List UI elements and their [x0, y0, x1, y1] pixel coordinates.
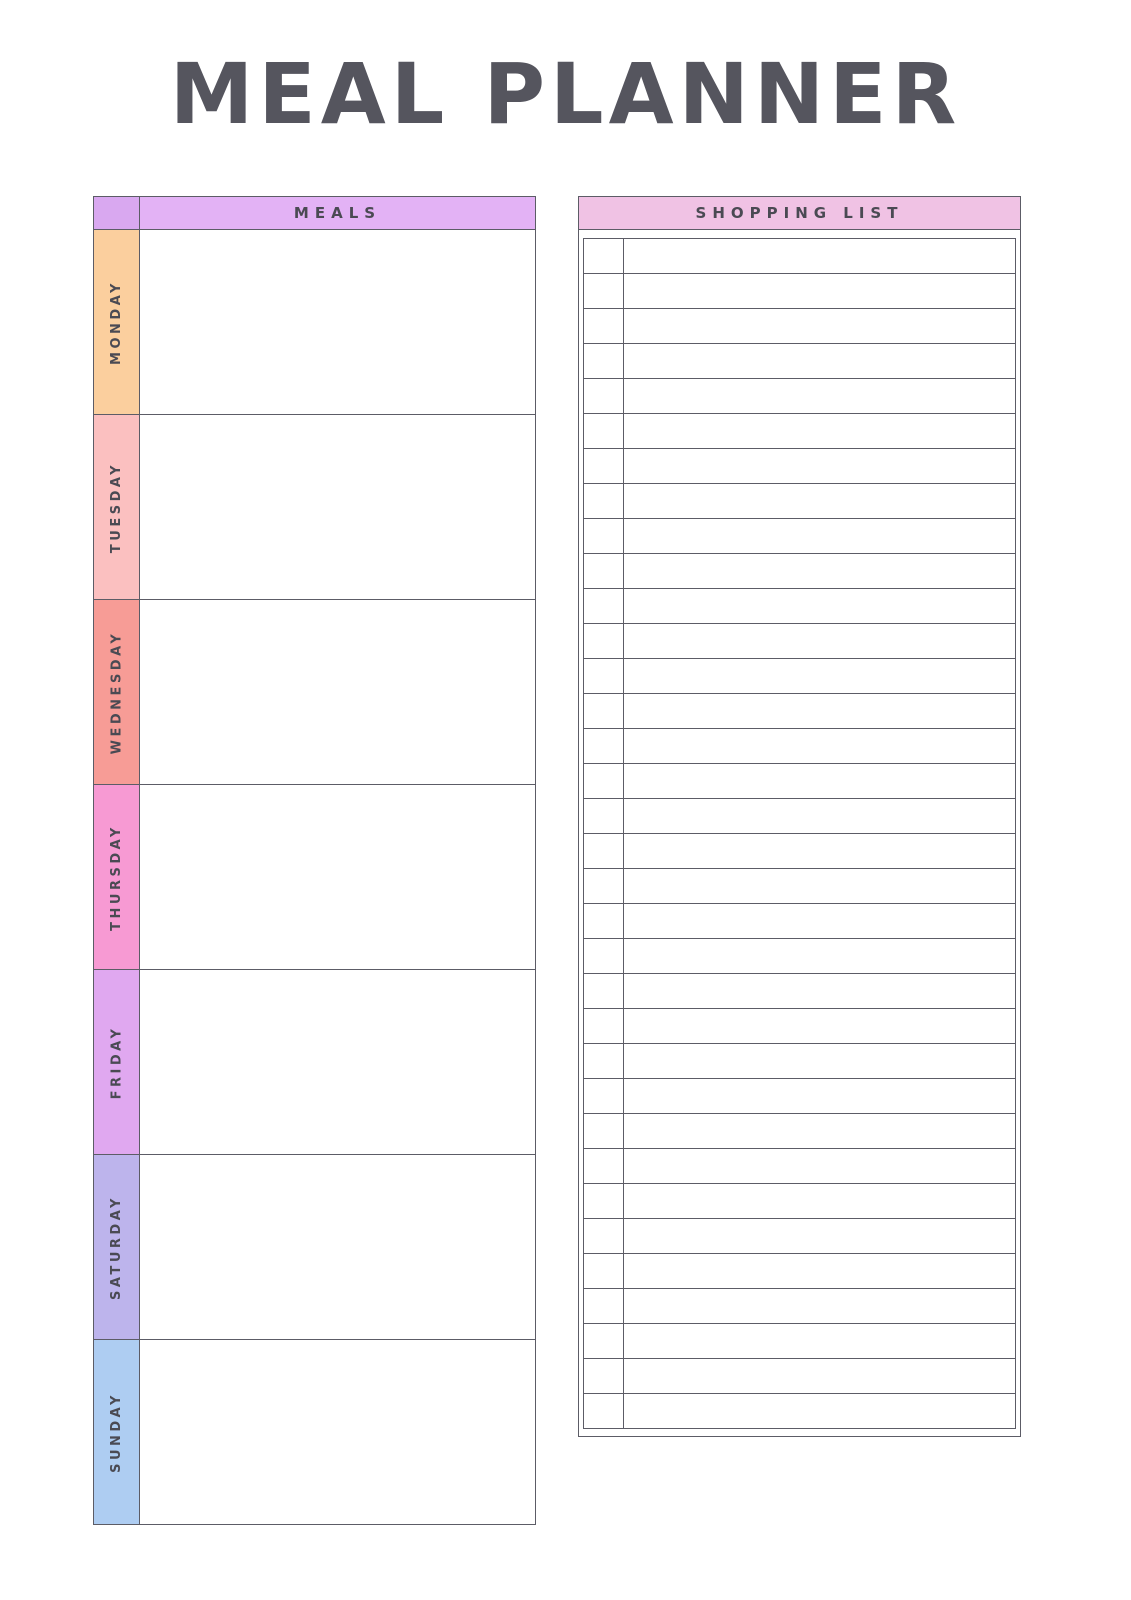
shopping-item-checkbox[interactable] — [583, 308, 623, 344]
shopping-item-checkbox[interactable] — [583, 763, 623, 799]
shopping-list-row — [583, 973, 1016, 1009]
shopping-list-row — [583, 798, 1016, 834]
shopping-list-row — [583, 378, 1016, 414]
shopping-list-row — [583, 588, 1016, 624]
shopping-item-input[interactable] — [623, 623, 1016, 659]
shopping-item-input[interactable] — [623, 553, 1016, 589]
shopping-item-input[interactable] — [623, 1113, 1016, 1149]
shopping-item-checkbox[interactable] — [583, 378, 623, 414]
shopping-item-input[interactable] — [623, 903, 1016, 939]
shopping-item-input[interactable] — [623, 763, 1016, 799]
shopping-list-row — [583, 1323, 1016, 1359]
shopping-list-row — [583, 273, 1016, 309]
shopping-item-input[interactable] — [623, 483, 1016, 519]
day-label-sunday — [93, 1339, 139, 1525]
shopping-list-row — [583, 833, 1016, 869]
day-label-text: MONDAY — [109, 279, 125, 365]
day-label-saturday — [93, 1154, 139, 1340]
shopping-item-checkbox[interactable] — [583, 1218, 623, 1254]
shopping-item-input[interactable] — [623, 938, 1016, 974]
shopping-list-row — [583, 938, 1016, 974]
shopping-list-rows — [578, 230, 1021, 1437]
shopping-list-row — [583, 763, 1016, 799]
day-label-text: SUNDAY — [109, 1391, 125, 1473]
shopping-item-input[interactable] — [623, 238, 1016, 274]
shopping-list-row — [583, 308, 1016, 344]
shopping-item-input[interactable] — [623, 343, 1016, 379]
shopping-item-input[interactable] — [623, 1393, 1016, 1429]
shopping-item-checkbox[interactable] — [583, 483, 623, 519]
shopping-item-checkbox[interactable] — [583, 1358, 623, 1394]
day-row — [93, 414, 536, 600]
shopping-item-input[interactable] — [623, 1288, 1016, 1324]
shopping-item-input[interactable] — [623, 448, 1016, 484]
meals-header-label: MEALS — [139, 196, 536, 230]
meal-entry-field-sunday[interactable] — [139, 1339, 536, 1525]
shopping-item-input[interactable] — [623, 378, 1016, 414]
day-row — [93, 1339, 536, 1525]
shopping-item-checkbox[interactable] — [583, 238, 623, 274]
shopping-item-input[interactable] — [623, 833, 1016, 869]
shopping-list-row — [583, 1253, 1016, 1289]
day-label-text: THURSDAY — [109, 823, 125, 931]
shopping-item-checkbox[interactable] — [583, 1323, 623, 1359]
shopping-item-checkbox[interactable] — [583, 1078, 623, 1114]
shopping-list-row — [583, 1113, 1016, 1149]
shopping-list-row — [583, 1183, 1016, 1219]
day-row — [93, 784, 536, 970]
shopping-item-checkbox[interactable] — [583, 273, 623, 309]
shopping-item-checkbox[interactable] — [583, 553, 623, 589]
shopping-item-input[interactable] — [623, 1148, 1016, 1184]
shopping-item-checkbox[interactable] — [583, 588, 623, 624]
page-title: MEAL PLANNER — [169, 45, 962, 143]
day-label-thursday — [93, 784, 139, 970]
shopping-list-row — [583, 1393, 1016, 1429]
shopping-item-input[interactable] — [623, 1218, 1016, 1254]
shopping-list-row — [583, 868, 1016, 904]
shopping-item-checkbox[interactable] — [583, 413, 623, 449]
shopping-list-row — [583, 448, 1016, 484]
shopping-item-checkbox[interactable] — [583, 518, 623, 554]
meals-section — [93, 196, 536, 1525]
shopping-item-checkbox[interactable] — [583, 973, 623, 1009]
shopping-item-input[interactable] — [623, 1008, 1016, 1044]
shopping-list-row — [583, 343, 1016, 379]
day-label-wednesday — [93, 599, 139, 785]
meals-header-corner — [93, 196, 139, 230]
shopping-list-section — [578, 196, 1021, 1525]
shopping-list-row — [583, 553, 1016, 589]
shopping-item-checkbox[interactable] — [583, 1043, 623, 1079]
shopping-item-input[interactable] — [623, 273, 1016, 309]
shopping-item-input[interactable] — [623, 1043, 1016, 1079]
shopping-item-input[interactable] — [623, 518, 1016, 554]
shopping-item-checkbox[interactable] — [583, 903, 623, 939]
shopping-item-input[interactable] — [623, 973, 1016, 1009]
shopping-item-checkbox[interactable] — [583, 1008, 623, 1044]
planner-columns — [0, 196, 1131, 1525]
days-list — [93, 229, 536, 1525]
day-label-text: WEDNESDAY — [109, 630, 124, 754]
shopping-item-checkbox[interactable] — [583, 623, 623, 659]
day-label-text: SATURDAY — [109, 1194, 124, 1300]
shopping-item-input[interactable] — [623, 1358, 1016, 1394]
shopping-list-row — [583, 483, 1016, 519]
shopping-item-input[interactable] — [623, 693, 1016, 729]
shopping-list-row — [583, 1148, 1016, 1184]
shopping-item-checkbox[interactable] — [583, 448, 623, 484]
shopping-item-input[interactable] — [623, 1183, 1016, 1219]
day-row — [93, 599, 536, 785]
shopping-list-row — [583, 623, 1016, 659]
shopping-list-row — [583, 518, 1016, 554]
shopping-list-row — [583, 1008, 1016, 1044]
meal-entry-field-saturday[interactable] — [139, 1154, 536, 1340]
shopping-item-input[interactable] — [623, 798, 1016, 834]
shopping-item-checkbox[interactable] — [583, 833, 623, 869]
shopping-item-input[interactable] — [623, 868, 1016, 904]
day-label-text: TUESDAY — [109, 461, 125, 553]
shopping-list-row — [583, 1358, 1016, 1394]
shopping-list-row — [583, 1288, 1016, 1324]
shopping-list-row — [583, 1218, 1016, 1254]
day-label-friday — [93, 969, 139, 1155]
day-label-text: FRIDAY — [109, 1025, 124, 1099]
shopping-list-row — [583, 903, 1016, 939]
shopping-item-input[interactable] — [623, 1253, 1016, 1289]
shopping-item-checkbox[interactable] — [583, 658, 623, 694]
shopping-item-input[interactable] — [623, 1078, 1016, 1114]
shopping-item-checkbox[interactable] — [583, 1393, 623, 1429]
shopping-list-row — [583, 1043, 1016, 1079]
day-row — [93, 1154, 536, 1340]
shopping-item-checkbox[interactable] — [583, 693, 623, 729]
shopping-item-checkbox[interactable] — [583, 1183, 623, 1219]
shopping-list-row — [583, 693, 1016, 729]
shopping-item-input[interactable] — [623, 308, 1016, 344]
shopping-item-input[interactable] — [623, 413, 1016, 449]
shopping-item-checkbox[interactable] — [583, 1288, 623, 1324]
shopping-list-row — [583, 238, 1016, 274]
day-row — [93, 229, 536, 415]
shopping-item-checkbox[interactable] — [583, 1113, 623, 1149]
day-row — [93, 969, 536, 1155]
shopping-item-checkbox[interactable] — [583, 728, 623, 764]
shopping-list-row — [583, 413, 1016, 449]
shopping-item-checkbox[interactable] — [583, 1253, 623, 1289]
shopping-list-row — [583, 728, 1016, 764]
meal-entry-field-thursday[interactable] — [139, 784, 536, 970]
shopping-item-checkbox[interactable] — [583, 868, 623, 904]
shopping-item-input[interactable] — [623, 658, 1016, 694]
shopping-item-checkbox[interactable] — [583, 1148, 623, 1184]
shopping-item-checkbox[interactable] — [583, 938, 623, 974]
shopping-item-input[interactable] — [623, 728, 1016, 764]
shopping-list-header-label: SHOPPING LIST — [578, 196, 1021, 230]
meal-entry-field-monday[interactable] — [139, 229, 536, 415]
meal-entry-field-tuesday[interactable] — [139, 414, 536, 600]
shopping-list-row — [583, 658, 1016, 694]
shopping-item-checkbox[interactable] — [583, 343, 623, 379]
meal-entry-field-wednesday[interactable] — [139, 599, 536, 785]
meal-entry-field-friday[interactable] — [139, 969, 536, 1155]
day-label-monday — [93, 229, 139, 415]
shopping-list-row — [583, 1078, 1016, 1114]
meals-header-row — [93, 196, 536, 230]
shopping-item-input[interactable] — [623, 1323, 1016, 1359]
shopping-item-checkbox[interactable] — [583, 798, 623, 834]
shopping-item-input[interactable] — [623, 588, 1016, 624]
day-label-tuesday — [93, 414, 139, 600]
